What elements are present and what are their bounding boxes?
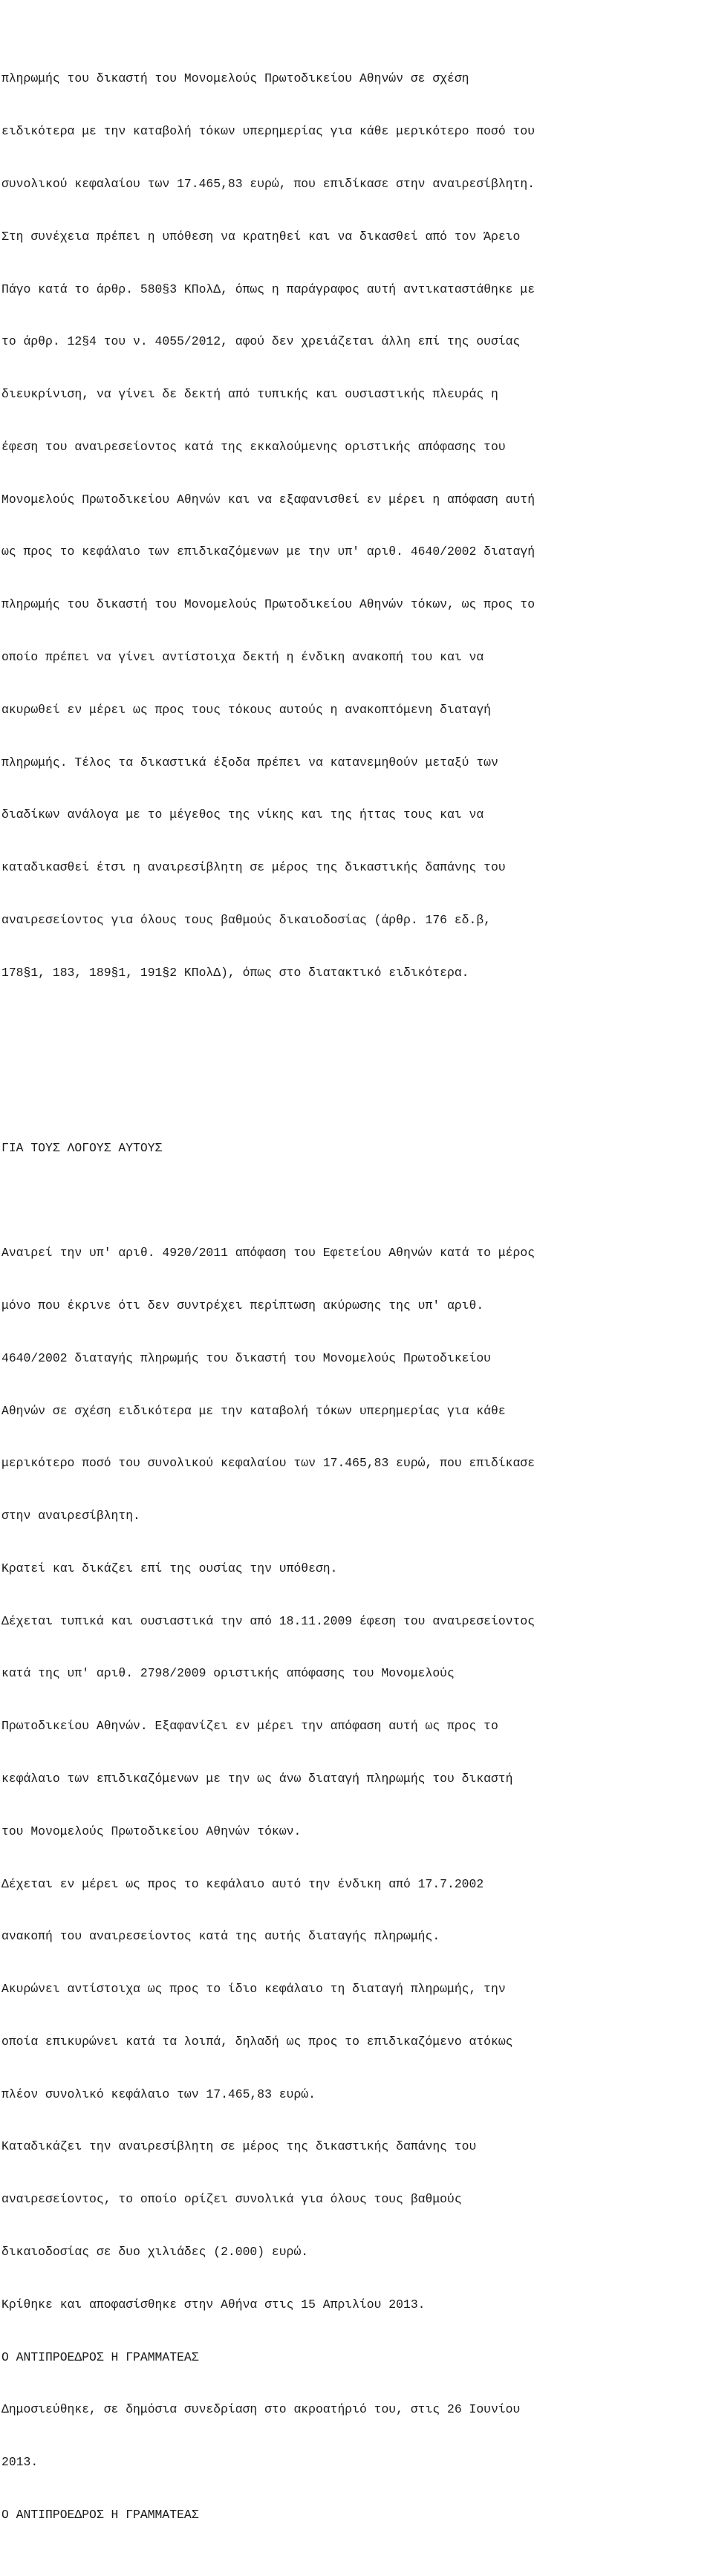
text-line: πληρωμής του δικαστή του Μονομελούς Πρωτοδικείου Αθηνών τόκων, ως προς το (1, 597, 535, 612)
text-line: καταδικασθεί έτσι η αναιρεσίβλητη σε μέρος της δικαστικής δαπάνης του (1, 860, 506, 875)
text-line: 2013. (1, 2455, 39, 2470)
text-line: 4640/2002 διαταγής πληρωμής του δικαστή του Μονομελούς Πρωτοδικείου (1, 1350, 492, 1365)
text-line: αναιρεσείοντος για όλους τους βαθμούς δικαιοδοσίας (άρθρ. 176 εδ.β, (1, 912, 492, 927)
text-line: κεφάλαιο των επιδικαζόμενων με την ως άνω διαταγή πληρωμής του δικαστή (1, 1771, 513, 1786)
text-line: έφεση του αναιρεσείοντος κατά της εκκαλούμενης οριστικής απόφασης του (1, 439, 506, 454)
text-line: ως προς το κεφάλαιο των επιδικαζόμενων με την υπ' αριθ. 4640/2002 διαταγή (1, 544, 535, 559)
signature-line: Ο ΑΝΤΙΠΡΟΕΔΡΟΣ Η ΓΡΑΜΜΑΤΕΑΣ (1, 2349, 199, 2364)
text-line: οποία επικυρώνει κατά τα λοιπά, δηλαδή ως προς το επιδικαζόμενο ατόκως (1, 2034, 513, 2049)
text-line: συνολικού κεφαλαίου των 17.465,83 ευρώ, που επιδίκασε στην αναιρεσίβλητη. (1, 176, 535, 191)
text-line: Καταδικάζει την αναιρεσίβλητη σε μέρος της δικαστικής δαπάνης του (1, 2139, 477, 2154)
text-line: Δέχεται εν μέρει ως προς το κεφάλαιο αυτό την ένδικη από 17.7.2002 (1, 1876, 484, 1891)
text-line: ακυρωθεί εν μέρει ως προς τους τόκους αυτούς η ανακοπτόμενη διαταγή (1, 702, 492, 717)
section-heading: ΓΙΑ ΤΟΥΣ ΛΟΓΟΥΣ ΑΥΤΟΥΣ (1, 1140, 163, 1155)
text-line: Κρίθηκε και αποφασίσθηκε στην Αθήνα στις 15 Απριλίου 2013. (1, 2297, 426, 2312)
text-line: αναιρεσείοντος, το οποίο ορίζει συνολικά για όλους τους βαθμούς (1, 2192, 462, 2207)
text-line: διαδίκων ανάλογα με το μέγεθος της νίκης και της ήττας τους και να (1, 807, 484, 822)
text-line: Πρωτοδικείου Αθηνών. Εξαφανίζει εν μέρει την απόφαση αυτή ως προς το (1, 1719, 498, 1734)
text-line: Πάγο κατά το άρθρ. 580§3 ΚΠολΔ, όπως η παράγραφος αυτή αντικαταστάθηκε με (1, 282, 535, 296)
text-line: μόνο που έκρινε ότι δεν συντρέχει περίπτωση ακύρωσης της υπ' αριθ. (1, 1298, 484, 1313)
text-line: πληρωμής. Τέλος τα δικαστικά έξοδα πρέπει να κατανεμηθούν μεταξύ των (1, 755, 498, 770)
text-line: 178§1, 183, 189§1, 191§2 ΚΠολΔ), όπως στο διατακτικό ειδικότερα. (1, 965, 469, 980)
text-line: διευκρίνιση, να γίνει δε δεκτή από τυπικής και ουσιαστικής πλευράς η (1, 387, 498, 402)
text-line: πληρωμής του δικαστή του Μονομελούς Πρωτοδικείου Αθηνών σε σχέση (1, 71, 469, 86)
text-line: οποίο πρέπει να γίνει αντίστοιχα δεκτή η ένδικη ανακοπή του και να (1, 649, 484, 664)
text-line: ανακοπή του αναιρεσείοντος κατά της αυτής διαταγής πληρωμής. (1, 1929, 440, 1944)
paragraph-reasoning (1, 35, 712, 1016)
text-line: ειδικότερα με την καταβολή τόκων υπερημερίας για κάθε μερικότερο ποσό του (1, 124, 535, 139)
text-line: Αθηνών σε σχέση ειδικότερα με την καταβολή τόκων υπερημερίας για κάθε (1, 1403, 506, 1418)
signature-line: Ο ΑΝΤΙΠΡΟΕΔΡΟΣ Η ΓΡΑΜΜΑΤΕΑΣ (1, 2507, 199, 2522)
text-line: Ακυρώνει αντίστοιχα ως προς το ίδιο κεφάλαιο τη διαταγή πληρωμής, την (1, 1982, 506, 1997)
blank-line (1, 1069, 712, 1087)
paragraph-ruling (1, 1209, 712, 2559)
text-line: Στη συνέχεια πρέπει η υπόθεση να κρατηθεί και να δικασθεί από τον Άρειο (1, 229, 521, 244)
text-line: πλέον συνολικό κεφάλαιο των 17.465,83 ευρώ. (1, 2087, 316, 2101)
document-body (1, 0, 712, 2576)
text-line: μερικότερο ποσό του συνολικού κεφαλαίου των 17.465,83 ευρώ, που επιδίκασε (1, 1456, 535, 1471)
text-line: στην αναιρεσίβλητη. (1, 1509, 140, 1523)
text-line: Δημοσιεύθηκε, σε δημόσια συνεδρίαση στο ακροατήριό του, στις 26 Ιουνίου (1, 2402, 521, 2417)
text-line: Κρατεί και δικάζει επί της ουσίας την υπόθεση. (1, 1561, 338, 1575)
text-line: Δέχεται τυπικά και ουσιαστικά την από 18.11.2009 έφεση του αναιρεσείοντος (1, 1613, 535, 1628)
text-line: Μονομελούς Πρωτοδικείου Αθηνών και να εξαφανισθεί εν μέρει η απόφαση αυτή (1, 492, 535, 507)
text-line: δικαιοδοσίας σε δυο χιλιάδες (2.000) ευρώ. (1, 2245, 309, 2259)
text-line: Αναιρεί την υπ' αριθ. 4920/2011 απόφαση του Εφετείου Αθηνών κατά το μέρος (1, 1246, 535, 1261)
text-line: του Μονομελούς Πρωτοδικείου Αθηνών τόκων. (1, 1824, 302, 1838)
text-line: το άρθρ. 12§4 του ν. 4055/2012, αφού δεν χρειάζεται άλλη επί της ουσίας (1, 334, 521, 349)
text-line: κατά της υπ' αριθ. 2798/2009 οριστικής απόφασης του Μονομελούς (1, 1666, 455, 1681)
